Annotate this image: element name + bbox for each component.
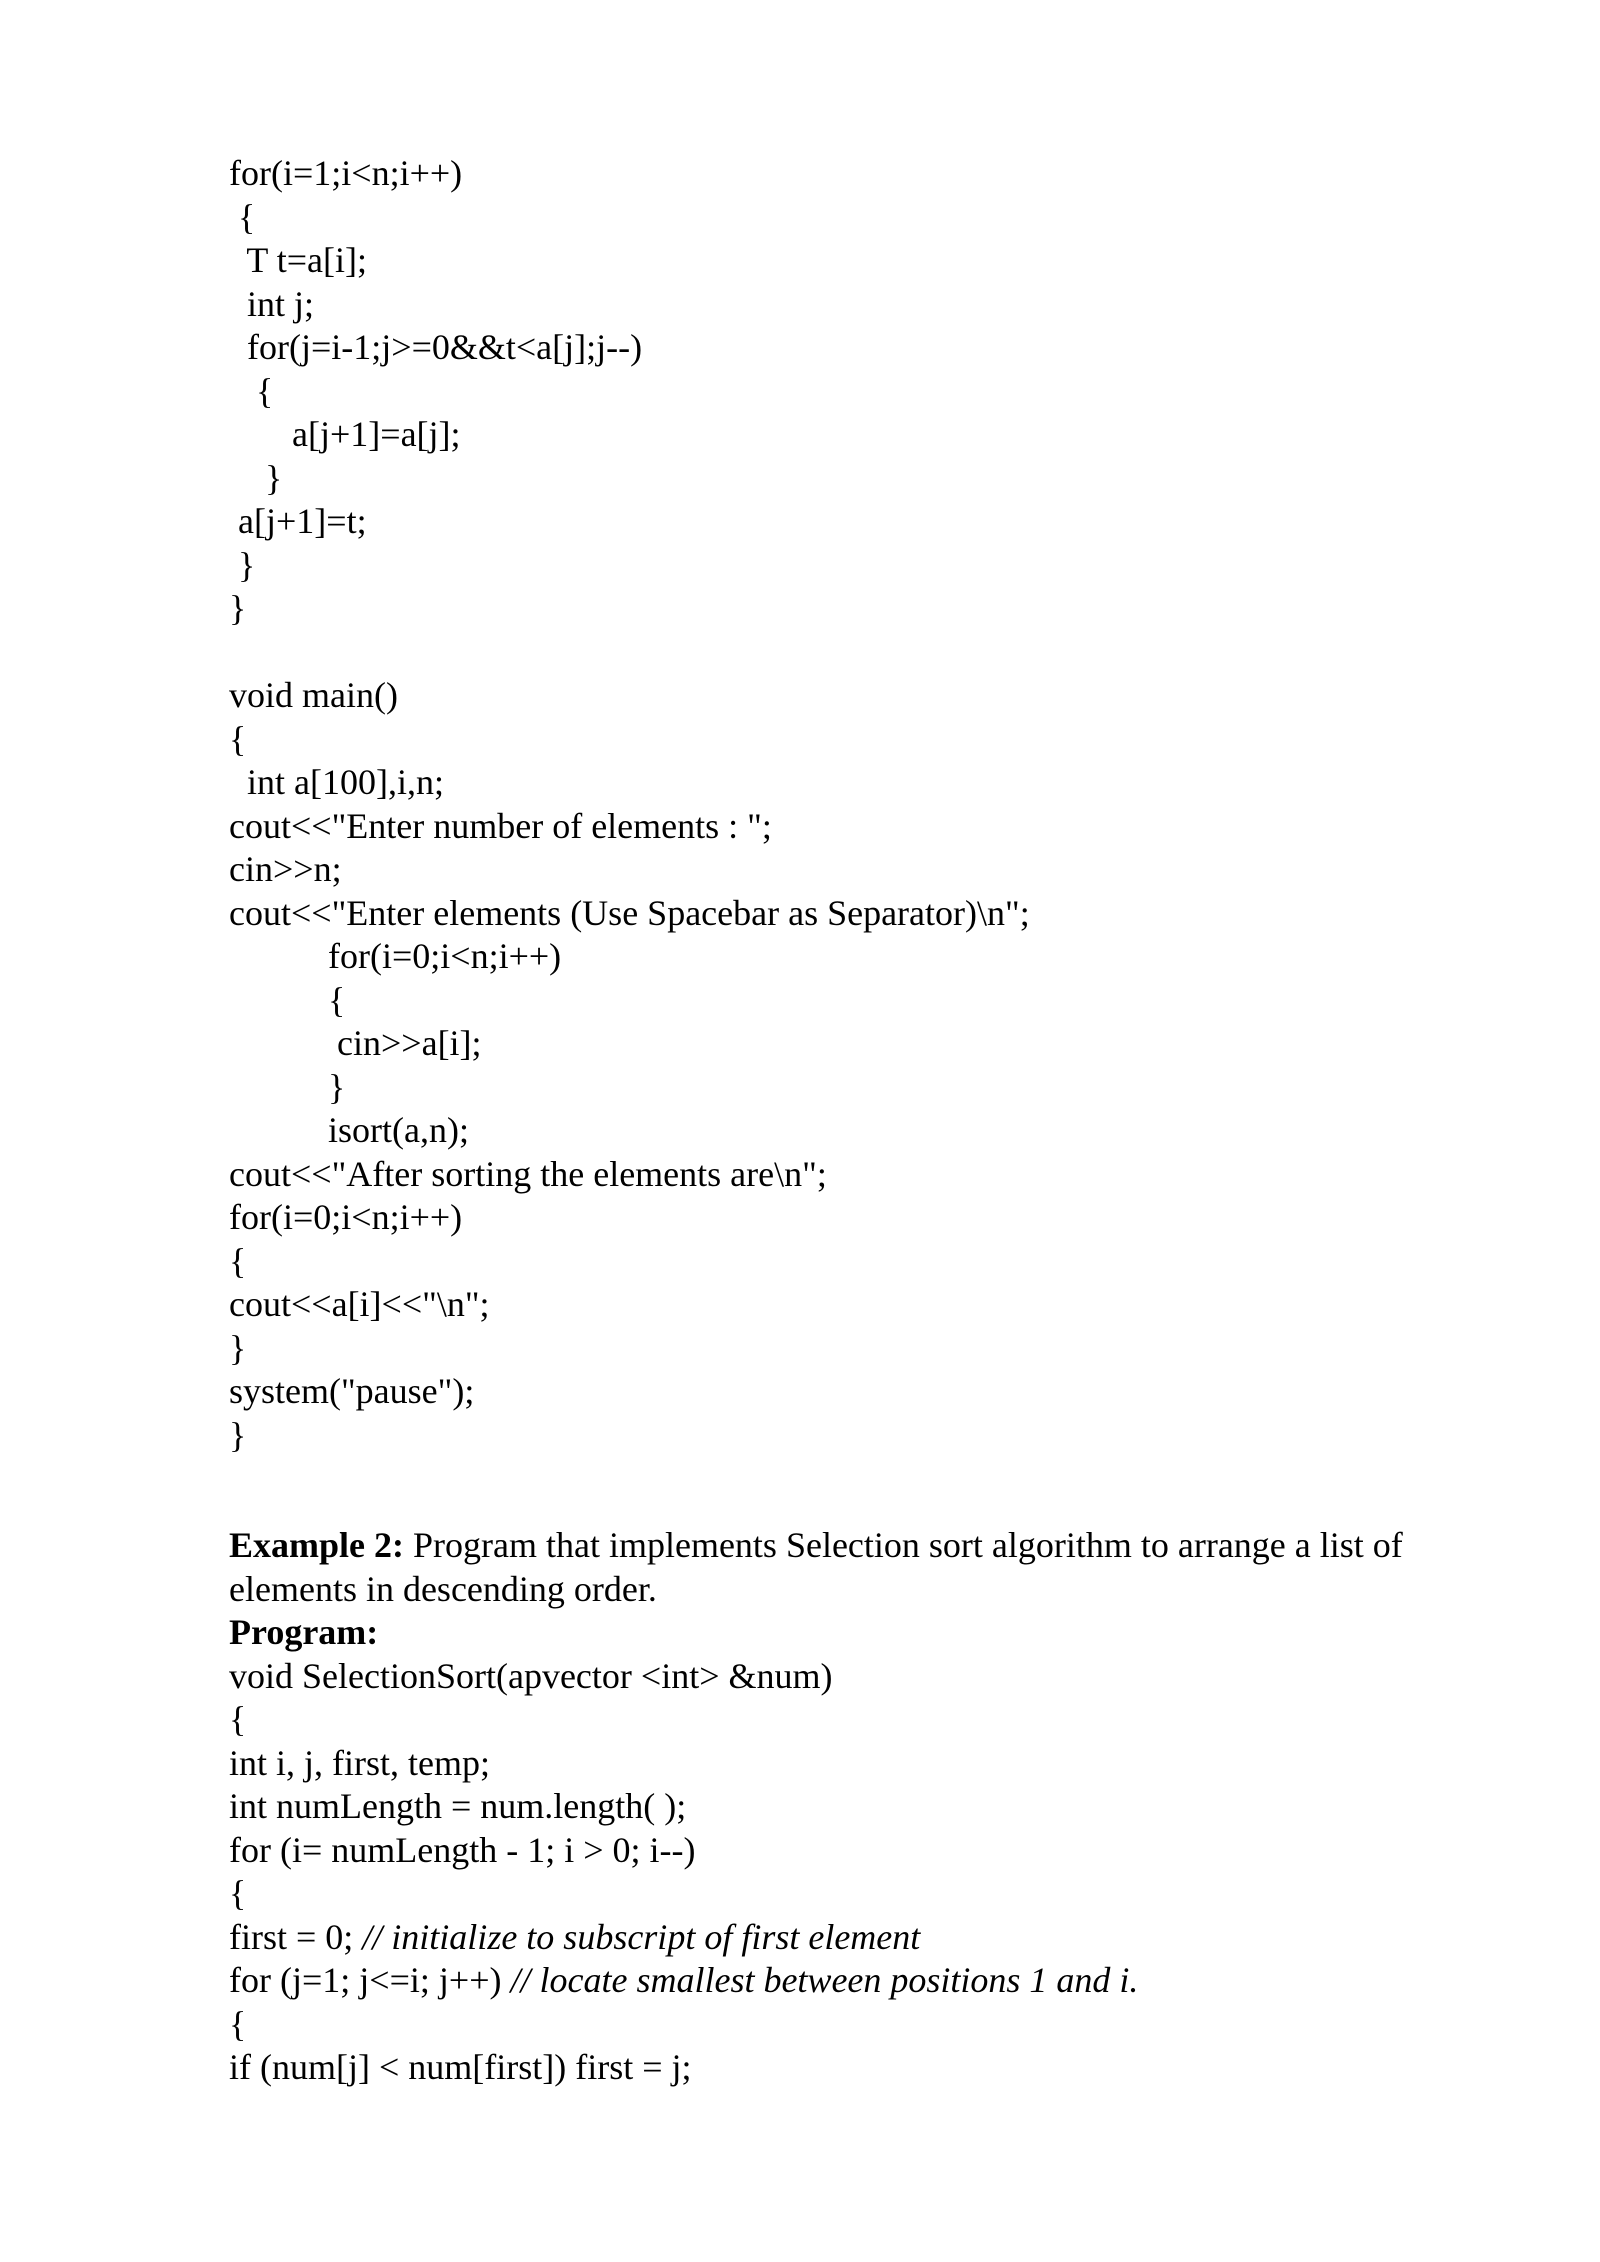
code-line: } — [229, 545, 256, 585]
code-text: for (j=1; j<=i; j++) — [229, 1960, 511, 2000]
code-line: } — [229, 458, 283, 498]
example2-label: Example 2: — [229, 1525, 404, 1565]
code-line: { — [229, 371, 274, 411]
code-text: int numLength = num.length( ); — [229, 1786, 687, 1826]
code-line — [229, 1875, 246, 1911]
example2-text-line2: elements in descending order. — [229, 1568, 657, 1609]
code-text: { — [229, 1699, 247, 1739]
code-line — [229, 2006, 246, 2042]
example2-line1 — [229, 1527, 1479, 1571]
code-line: cout<<"Enter elements (Use Spacebar as Separator)\n"; — [229, 893, 1030, 933]
code-text: first = 0; — [229, 1917, 363, 1957]
program-label: Program: — [229, 1612, 379, 1652]
code-line — [229, 1701, 246, 1737]
code-text: if (num[j] < num[first]) first = j; — [229, 2047, 692, 2087]
code-line: cin>>a[i]; — [229, 1023, 482, 1063]
code-line: cout<<"Enter number of elements : "; — [229, 806, 772, 846]
code-text: int i, j, first, temp; — [229, 1743, 490, 1783]
code-line: void main() — [229, 675, 398, 715]
example2-text-line1: Program that implements Selection sort algorithm to arrange a list of — [404, 1525, 1403, 1565]
code-line: int a[100],i,n; — [229, 762, 444, 802]
code-line: isort(a,n); — [229, 1110, 469, 1150]
code-line — [229, 2049, 692, 2085]
code-line: } — [229, 1067, 346, 1107]
code-line: for(i=0;i<n;i++) — [229, 1197, 463, 1237]
code-line — [229, 1658, 833, 1694]
code-line: { — [229, 719, 247, 759]
code-line: { — [229, 197, 256, 237]
example2-paragraph — [229, 1527, 1479, 1658]
code-line: cout<<a[i]<<"\n"; — [229, 1284, 490, 1324]
code-line: { — [229, 980, 346, 1020]
program-heading — [229, 1614, 1479, 1658]
code-line — [229, 1745, 490, 1781]
code-line: for(j=i-1;j>=0&&t<a[j];j--) — [229, 327, 643, 367]
code-line: } — [229, 1328, 247, 1368]
code-line: system("pause"); — [229, 1371, 475, 1411]
code-comment: // locate smallest between positions 1 and i. — [510, 1960, 1139, 2000]
code-line: cin>>n; — [229, 849, 342, 889]
code-line — [229, 1919, 920, 1955]
code-text: { — [229, 2004, 247, 2044]
code-line: int j; — [229, 284, 315, 324]
code-line: for(i=1;i<n;i++) — [229, 153, 463, 193]
code-comment: // initialize to subscript of first element — [362, 1917, 921, 1957]
code-line — [229, 1788, 686, 1824]
code-line: a[j+1]=t; — [229, 501, 367, 541]
code-line: } — [229, 1415, 247, 1455]
code-line: for(i=0;i<n;i++) — [229, 936, 562, 976]
code-line: cout<<"After sorting the elements are\n"; — [229, 1154, 827, 1194]
code-text: for (i= numLength - 1; i > 0; i--) — [229, 1830, 696, 1870]
code-line: { — [229, 1241, 247, 1281]
code-text: void SelectionSort(apvector <int> &num) — [229, 1656, 833, 1696]
code-line — [229, 1832, 696, 1868]
code-line — [229, 1962, 1138, 1998]
code-line: T t=a[i]; — [229, 240, 367, 280]
code-text: { — [229, 1873, 247, 1913]
code-line: } — [229, 588, 247, 628]
code-line: a[j+1]=a[j]; — [229, 414, 461, 454]
